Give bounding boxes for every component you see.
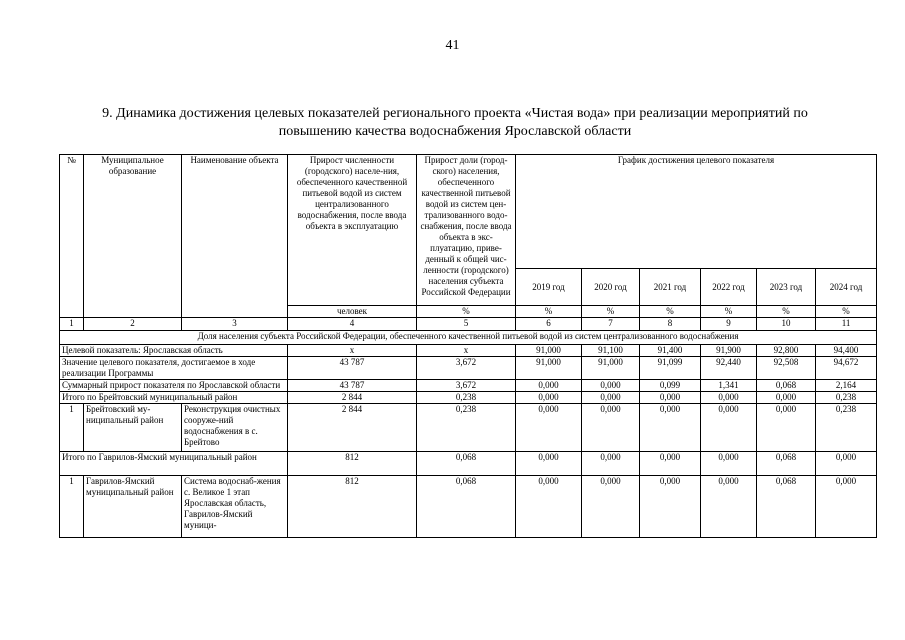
unit-percent: % (701, 306, 757, 318)
year-2023: 2023 год (757, 269, 816, 306)
cell-2023: 0,000 (757, 404, 816, 452)
cell-2022: 0,000 (701, 452, 757, 476)
page-number: 41 (445, 38, 460, 53)
col-number: 1 (60, 318, 84, 331)
table-row (60, 357, 877, 380)
header-num: № (60, 155, 84, 318)
col-number: 9 (701, 318, 757, 331)
col-number: 10 (757, 318, 816, 331)
cell-2024: 2,164 (816, 380, 877, 392)
cell-c5: 0,238 (417, 404, 516, 452)
cell-2023: 0,068 (757, 452, 816, 476)
cell-2022: 0,000 (701, 476, 757, 538)
unit-people: человек (288, 306, 417, 318)
year-2019: 2019 год (516, 269, 582, 306)
col-number: 4 (288, 318, 417, 331)
col-number: 2 (84, 318, 182, 331)
unit-percent: % (757, 306, 816, 318)
cell-c5: 3,672 (417, 380, 516, 392)
cell-2020: 0,000 (582, 392, 640, 404)
unit-percent: % (816, 306, 877, 318)
cell-object: Реконструкция очистных сооруже-ний водоснабжения в с. Брейтово (182, 404, 288, 452)
cell-2023: 92,508 (757, 357, 816, 380)
row-label: Суммарный прирост показателя по Ярославской области (60, 380, 288, 392)
cell-2021: 91,099 (640, 357, 701, 380)
header-municipality: Муниципальное образование (84, 155, 182, 318)
cell-c4: 43 787 (288, 380, 417, 392)
cell-c5: х (417, 345, 516, 357)
year-2022: 2022 год (701, 269, 757, 306)
year-2021: 2021 год (640, 269, 701, 306)
cell-2024: 0,000 (816, 476, 877, 538)
cell-c4: х (288, 345, 417, 357)
cell-2024: 0,238 (816, 392, 877, 404)
header-share-growth: Прирост доли (город-ского) населения, обеспеченного качественной питьевой водой из систем цен-трализованного водо-снабжения, после ввода объекта в экс-плуатацию, приве-денный к общей чис-ленности (городского) населения субъекта Российской Федерации (417, 155, 516, 306)
cell-2020: 0,000 (582, 476, 640, 538)
cell-2023: 92,800 (757, 345, 816, 357)
header-row (60, 155, 877, 269)
table-row (60, 345, 877, 357)
cell-2024: 94,400 (816, 345, 877, 357)
cell-2022: 91,900 (701, 345, 757, 357)
cell-c5: 3,672 (417, 357, 516, 380)
year-2020: 2020 год (582, 269, 640, 306)
section-title: Доля населения субъекта Российской Федерации, обеспеченного качественной питьевой водой из систем централизованного водоснабжения (60, 331, 877, 345)
unit-percent: % (582, 306, 640, 318)
cell-2022: 0,000 (701, 392, 757, 404)
cell-2024: 94,672 (816, 357, 877, 380)
row-label: Значение целевого показателя, достигаемое в ходе реализации Программы (60, 357, 288, 380)
cell-2021: 0,000 (640, 392, 701, 404)
col-number: 11 (816, 318, 877, 331)
col-number: 8 (640, 318, 701, 331)
cell-2019: 91,000 (516, 345, 582, 357)
cell-2020: 0,000 (582, 404, 640, 452)
col-number: 7 (582, 318, 640, 331)
unit-percent: % (640, 306, 701, 318)
col-number: 3 (182, 318, 288, 331)
table-row (60, 392, 877, 404)
cell-2020: 91,000 (582, 357, 640, 380)
cell-municipality: Гаврилов-Ямский муниципальный район (84, 476, 182, 538)
cell-2019: 0,000 (516, 380, 582, 392)
cell-num: 1 (60, 404, 84, 452)
table-row (60, 476, 877, 538)
cell-c5: 0,238 (417, 392, 516, 404)
cell-num: 1 (60, 476, 84, 538)
row-label: Целевой показатель: Ярославская область (60, 345, 288, 357)
cell-2022: 0,000 (701, 404, 757, 452)
table-row (60, 452, 877, 476)
cell-2022: 1,341 (701, 380, 757, 392)
cell-2019: 0,000 (516, 404, 582, 452)
cell-2019: 0,000 (516, 452, 582, 476)
cell-c5: 0,068 (417, 476, 516, 538)
cell-2023: 0,000 (757, 392, 816, 404)
cell-c4: 2 844 (288, 404, 417, 452)
cell-2020: 0,000 (582, 380, 640, 392)
header-schedule: График достижения целевого показателя (516, 155, 877, 269)
cell-2022: 92,440 (701, 357, 757, 380)
cell-2024: 0,238 (816, 404, 877, 452)
cell-c4: 2 844 (288, 392, 417, 404)
column-numbers-row (60, 318, 877, 331)
title-line-2: повышению качества водоснабжения Ярославской области (278, 124, 632, 139)
cell-2021: 91,400 (640, 345, 701, 357)
cell-c4: 812 (288, 452, 417, 476)
cell-municipality: Брейтовский му-ниципальный район (84, 404, 182, 452)
cell-object: Система водоснаб-жения с. Великое 1 этап Ярославская область, Гаврилов-Ямский муници- (182, 476, 288, 538)
year-2024: 2024 год (816, 269, 877, 306)
title-line-1: 9. Динамика достижения целевых показателей регионального проекта «Чистая вода» при реализации мероприятий по (102, 106, 808, 121)
cell-2020: 91,100 (582, 345, 640, 357)
header-population-growth: Прирост численности (городского) населе-ния, обеспеченного качественной питьевой водой из систем централизованного водоснабжения, после ввода объекта в эксплуатацию (288, 155, 417, 306)
col-number: 5 (417, 318, 516, 331)
unit-percent: % (417, 306, 516, 318)
cell-2019: 0,000 (516, 476, 582, 538)
cell-2019: 0,000 (516, 392, 582, 404)
cell-2019: 91,000 (516, 357, 582, 380)
header-object: Наименование объекта (182, 155, 288, 318)
cell-2021: 0,000 (640, 476, 701, 538)
row-label: Итого по Гаврилов-Ямский муниципальный район (60, 452, 288, 476)
cell-2023: 0,068 (757, 380, 816, 392)
row-label: Итого по Брейтовский муниципальный район (60, 392, 288, 404)
cell-c5: 0,068 (417, 452, 516, 476)
indicators-table (59, 154, 877, 538)
cell-2020: 0,000 (582, 452, 640, 476)
cell-2021: 0,000 (640, 452, 701, 476)
cell-2021: 0,000 (640, 404, 701, 452)
cell-2023: 0,068 (757, 476, 816, 538)
col-number: 6 (516, 318, 582, 331)
unit-percent: % (516, 306, 582, 318)
table-row (60, 380, 877, 392)
cell-2024: 0,000 (816, 452, 877, 476)
cell-c4: 43 787 (288, 357, 417, 380)
table-row (60, 404, 877, 452)
cell-c4: 812 (288, 476, 417, 538)
document-title (55, 105, 855, 141)
cell-2021: 0,099 (640, 380, 701, 392)
section-title-row (60, 331, 877, 345)
